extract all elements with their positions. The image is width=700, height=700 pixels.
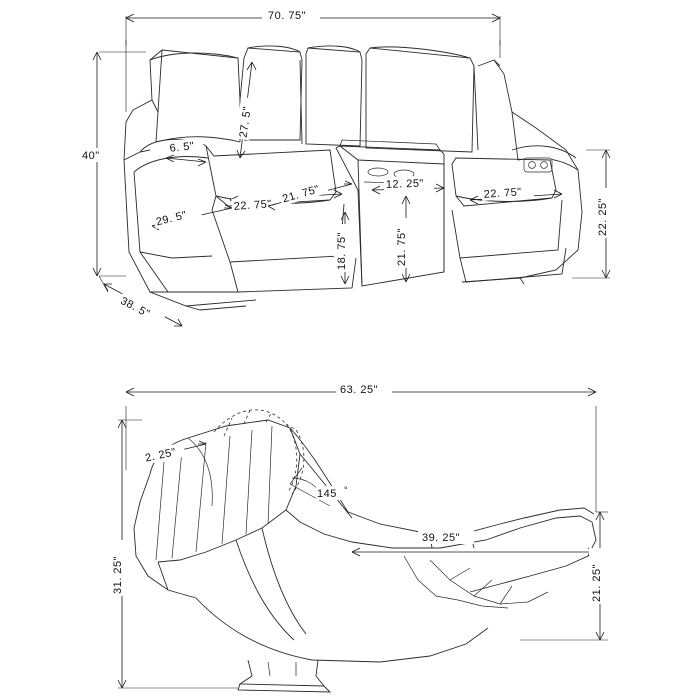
dim-seat-height: 18. 75" bbox=[336, 232, 348, 270]
dim-overall-width: 70. 75" bbox=[268, 10, 306, 22]
dim-seat-depth-right: 22. 75" bbox=[483, 186, 523, 201]
dim-seat-depth-left: 22. 75" bbox=[233, 198, 273, 213]
recliner-side-view-illustration bbox=[134, 410, 596, 692]
dim-backrest-height: 27. 5" bbox=[237, 105, 254, 139]
dim-recline-angle: 145 bbox=[317, 488, 337, 500]
loveseat-front-view-illustration bbox=[124, 46, 582, 310]
dim-seat-to-footrest: 39. 25" bbox=[422, 532, 460, 544]
dim-console-depth: 21. 75" bbox=[396, 228, 408, 266]
dim-reclined-height: 31. 25" bbox=[112, 556, 124, 594]
dim-console-width: 12. 25" bbox=[385, 177, 425, 191]
dim-overall-depth: 38. 5" bbox=[118, 294, 152, 321]
dim-arm-depth: 29. 5" bbox=[154, 209, 189, 229]
dim-back-clearance: 2. 25" bbox=[144, 446, 178, 465]
dim-seat-width-left: 21. 75" bbox=[281, 183, 322, 206]
dim-overall-height: 40" bbox=[82, 150, 100, 162]
dim-armrest-width: 6. 5" bbox=[169, 140, 195, 155]
dim-seat-back-height-right: 22. 25" bbox=[597, 198, 609, 236]
dim-reclined-length: 63. 25" bbox=[340, 384, 378, 396]
degree-symbol: ° bbox=[344, 485, 349, 495]
dim-footrest-height: 21. 25" bbox=[591, 564, 603, 602]
side-view-dimensions bbox=[110, 382, 608, 688]
